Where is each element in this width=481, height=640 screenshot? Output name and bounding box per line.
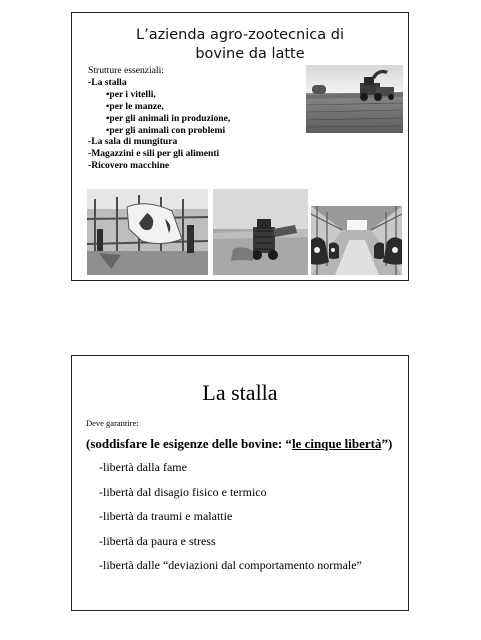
- title-line-1: L’azienda agro-zootecnica di: [136, 27, 344, 43]
- slide-title: [72, 26, 408, 64]
- freedom-item: -libertà dalle “deviazioni dal comportamento normale”: [99, 558, 362, 572]
- structures-list: [88, 65, 230, 172]
- freedoms-list: [99, 460, 362, 583]
- structure-subitem: •per le manze,: [106, 100, 164, 112]
- lead-text-after: ”): [381, 436, 393, 451]
- silo-machine-photo: [213, 189, 308, 275]
- structure-subitem: •per gli animali in produzione,: [106, 112, 231, 124]
- freedom-item: -libertà dal disagio fisico e termico: [99, 484, 267, 499]
- five-freedoms-lead: [86, 436, 392, 452]
- structure-subitem: •per i vitelli,: [106, 88, 156, 100]
- structure-item: -La sala di mungitura: [88, 136, 178, 148]
- slide-la-stalla: [71, 355, 409, 611]
- must-guarantee-label: Deve garantire:: [86, 418, 139, 428]
- freedom-item: -libertà da paura e stress: [99, 533, 216, 548]
- structure-item: -Ricovero macchine: [88, 160, 170, 172]
- title-line-2: bovine da latte: [195, 46, 305, 62]
- structures-intro: Strutture essenziali:: [88, 65, 164, 76]
- structure-item: -La stalla: [88, 76, 127, 88]
- structure-item: -Magazzini e sili per gli alimenti: [88, 148, 220, 160]
- lead-underlined-text: le cinque libertà: [291, 436, 382, 451]
- structure-subitem: •per gli animali con problemi: [106, 124, 226, 136]
- field-harvester-photo: [306, 65, 403, 133]
- slide-title: La stalla: [202, 380, 278, 405]
- lead-text-before: (soddisfare le esigenze delle bovine: “: [86, 436, 292, 451]
- barn-interior-photo: [311, 206, 402, 275]
- freedom-item: -libertà dalla fame: [99, 460, 187, 474]
- slide-azienda: [71, 12, 409, 281]
- milking-parlour-photo: [87, 189, 208, 275]
- freedom-item: -libertà da traumi e malattie: [99, 509, 233, 523]
